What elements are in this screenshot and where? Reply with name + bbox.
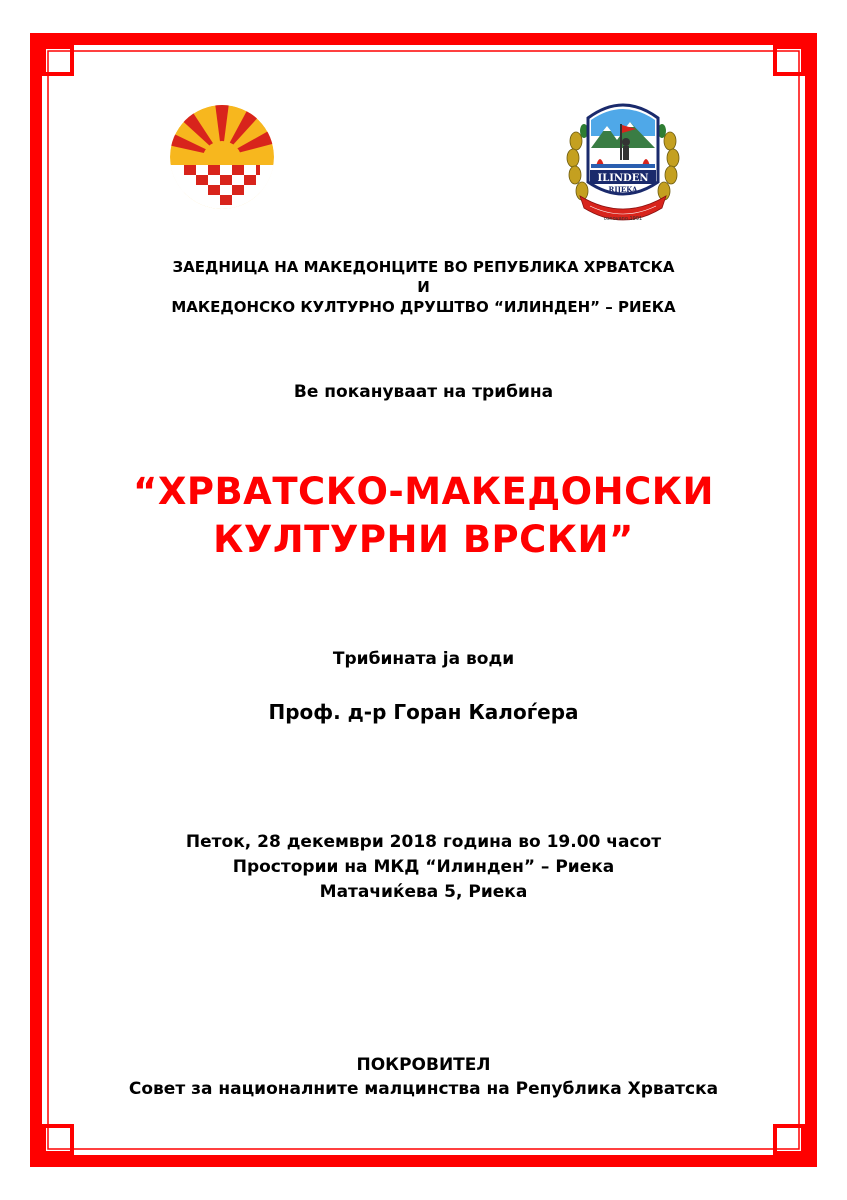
sponsor-name: Совет за националните малцинства на Република Хрватска [128,1079,719,1099]
event-title-line-2: КУЛТУРНИ ВРСКИ” [213,518,634,561]
event-venue: Простории на МКД “Илинден” – Риека [232,857,615,877]
moderator-label: Трибината ја води [332,649,515,669]
event-address: Матачиќева 5, Риека [319,882,528,902]
organizer-line-1: ЗАЕДНИЦА НА МАКЕДОНЦИТЕ ВО РЕПУБЛИКА ХРВАТСКА [172,258,675,276]
invitation-text: Ве покануваат на трибина [293,382,554,402]
organizer-line-2: МАКЕДОНСКО КУЛТУРНО ДРУШТВО “ИЛИНДЕН” – РИЕКА [171,298,676,316]
event-title-line-1: “ХРВАТСКО-МАКЕДОНСКИ [133,470,714,513]
sponsor-label: ПОКРОВИТЕЛ [356,1055,491,1075]
macedonian-sun-emblem-icon [168,103,276,215]
seal-city-text: RIJEKA [608,185,638,194]
event-datetime: Петок, 28 декември 2018 година во 19.00 часот [185,832,662,852]
moderator-name: Проф. д-р Горан Калоѓера [268,700,579,724]
ilinden-rijeka-seal-icon [562,96,684,226]
seal-name-text: ILINDEN [597,173,649,184]
seal-founded-text: osnovano 1991 [603,216,643,222]
organizer-conjunction: И [417,278,430,296]
